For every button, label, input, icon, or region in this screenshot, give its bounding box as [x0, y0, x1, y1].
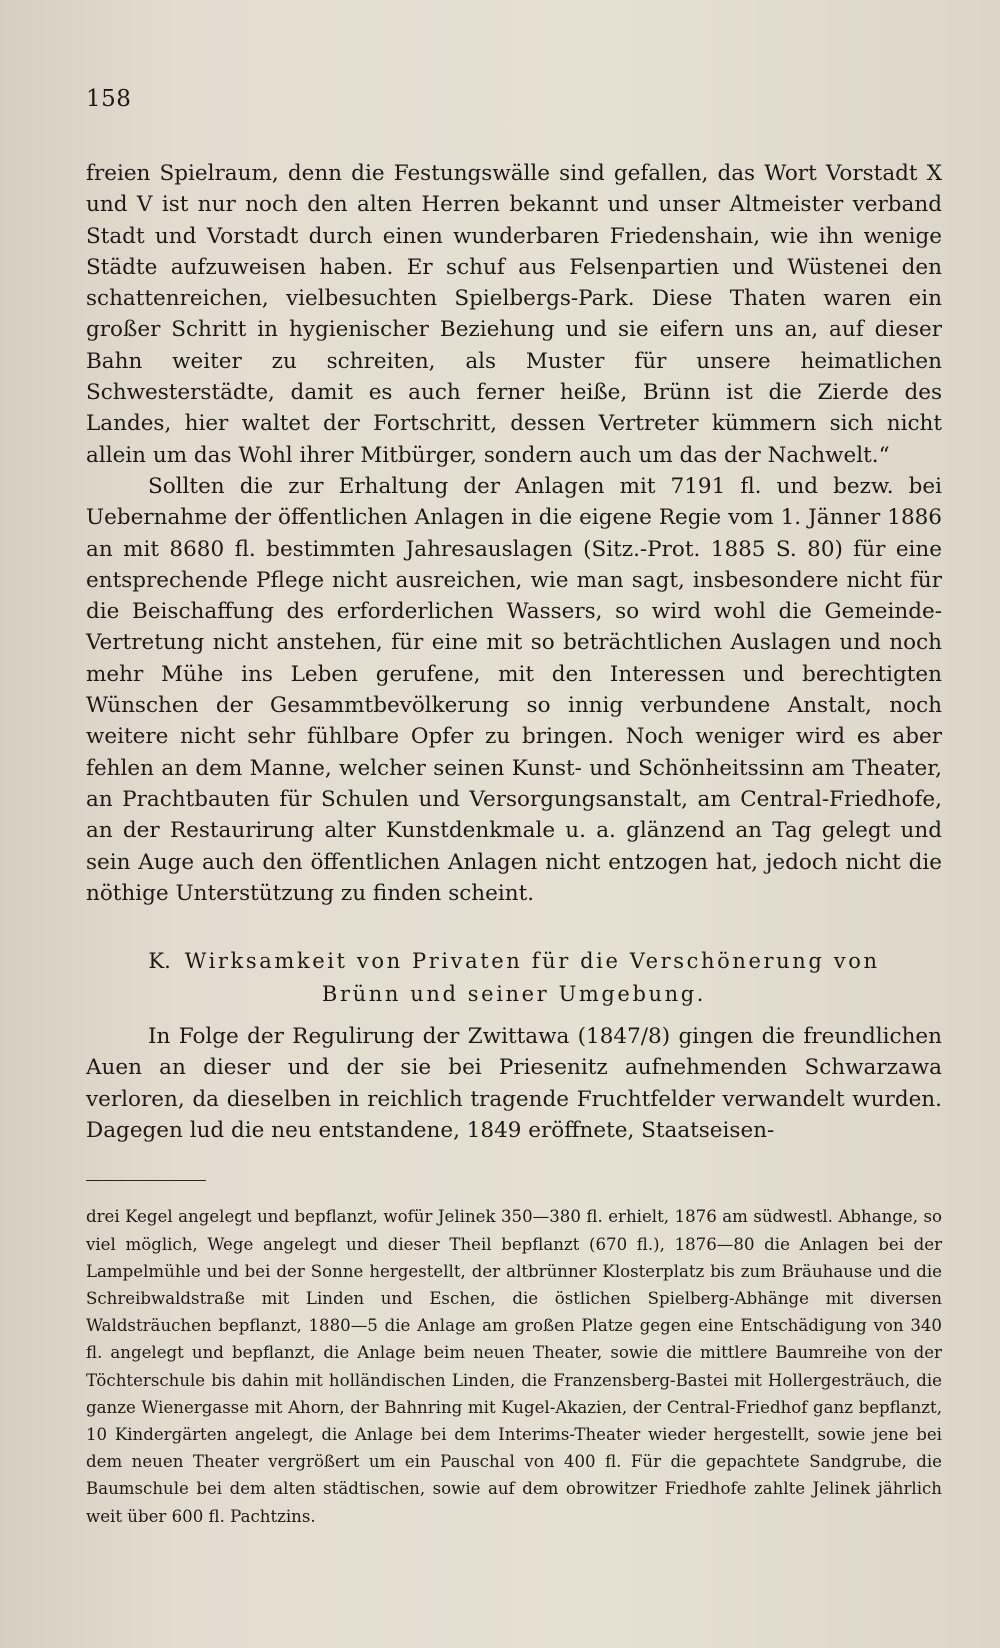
section-title-line-1: Wirksamkeit von Privaten für die Verschönerung von [184, 949, 880, 974]
section-title-line-2: Brünn und seiner Umgebung. [321, 982, 707, 1007]
footnote: drei Kegel angelegt und bepflanzt, wofür Jelinek 350—380 fl. erhielt, 1876 am südwestl. Abhange, so viel möglich, Wege angelegt und dieser Theil bepflanzt (670 fl.), 1876—80 die Anlagen bei der Lampelmühle und bei der Sonne hergestellt, der altbrünner Klosterplatz bis zum Bräuhause und die Schreibwaldstraße mit Linden und Eschen, die östlichen Spielberg-Abhänge mit diversen Waldsträuchen bepflanzt, 1880—5 die Anlage am großen Platze gegen eine Entschädigung von 340 fl. angelegt und bepflanzt, die Anlage beim neuen Theater, sowie die mittlere Baumreihe von der Töchterschule bis dahin mit holländischen Linden, die Franzensberg-Bastei mit Hollergesträuch, die ganze Wienergasse mit Ahorn, der Bahnring mit Kugel-Akazien, der Central-Friedhof ganz bepflanzt, 10 Kindergärten angelegt, die Anlage bei dem Interims-Theater wieder hergestellt, sowie jene bei dem neuen Theater vergrößert um ein Pauschal von 400 fl. Für die gepachtete Sandgrube, die Baumschule bei dem alten städtischen, sowie auf dem obrowitzer Friedhofe zahlte Jelinek jährlich weit über 600 fl. Pachtzins. [86, 1207, 942, 1526]
section-heading [86, 945, 942, 1011]
section-label: K. [148, 949, 171, 974]
body-paragraph-1: freien Spielraum, denn die Festungswälle sind gefallen, das Wort Vorstadt X und V ist nur noch den alten Herren bekannt und unser Altmeister verband Stadt und Vorstadt durch einen wunderbaren Friedenshain, wie ihn wenige Städte aufzuweisen haben. Er schuf aus Felsenpartien und Wüstenei den schattenreichen, vielbesuchten Spielbergs-Park. Diese Thaten waren ein großer Schritt in hygienischer Beziehung und sie eifern uns an, auf dieser Bahn weiter zu schreiten, als Muster für unsere heimatlichen Schwesterstädte, damit es auch ferner heiße, Brünn ist die Zierde des Landes, hier waltet der Fortschritt, dessen Vertreter kümmern sich nicht allein um das Wohl ihrer Mitbürger, sondern auch um das der Nachwelt.“ [86, 161, 942, 468]
body-paragraph-2: Sollten die zur Erhaltung der Anlagen mit 7191 fl. und bezw. bei Uebernahme der öffentlichen Anlagen in die eigene Regie vom 1. Jänner 1886 an mit 8680 fl. bestimmten Jahresauslagen (Sitz.-Prot. 1885 S. 80) für eine entsprechende Pflege nicht ausreichen, wie man sagt, insbesondere nicht für die Beischaffung des erforderlichen Wassers, so wird wohl die Gemeinde-Vertretung nicht anstehen, für eine mit so beträchtlichen Auslagen und noch mehr Mühe ins Leben gerufene, mit den Interessen und berechtigten Wünschen der Gesammtbevölkerung so innig verbundene Anstalt, noch weitere nicht sehr fühlbare Opfer zu bringen. Noch weniger wird es aber fehlen an dem Manne, welcher seinen Kunst- und Schönheitssinn am Theater, an Prachtbauten für Schulen und Versorgungsanstalt, am Central-Friedhofe, an der Restaurirung alter Kunstdenkmale u. a. glänzend an Tag gelegt und sein Auge auch den öffentlichen Anlagen nicht entzogen hat, jedoch nicht die nöthige Unterstützung zu finden scheint. [86, 473, 942, 906]
body-paragraph-3: In Folge der Regulirung der Zwittawa (1847/8) gingen die freundlichen Auen an dieser und der sie bei Priesenitz aufnehmenden Schwarzawa verloren, da dieselben in reichlich tragende Fruchtfelder verwandelt wurden. Dagegen lud die neu entstandene, 1849 eröffnete, Staatseisen- [86, 1024, 942, 1144]
page-number: 158 [86, 86, 132, 112]
footnote-divider [86, 1180, 206, 1181]
